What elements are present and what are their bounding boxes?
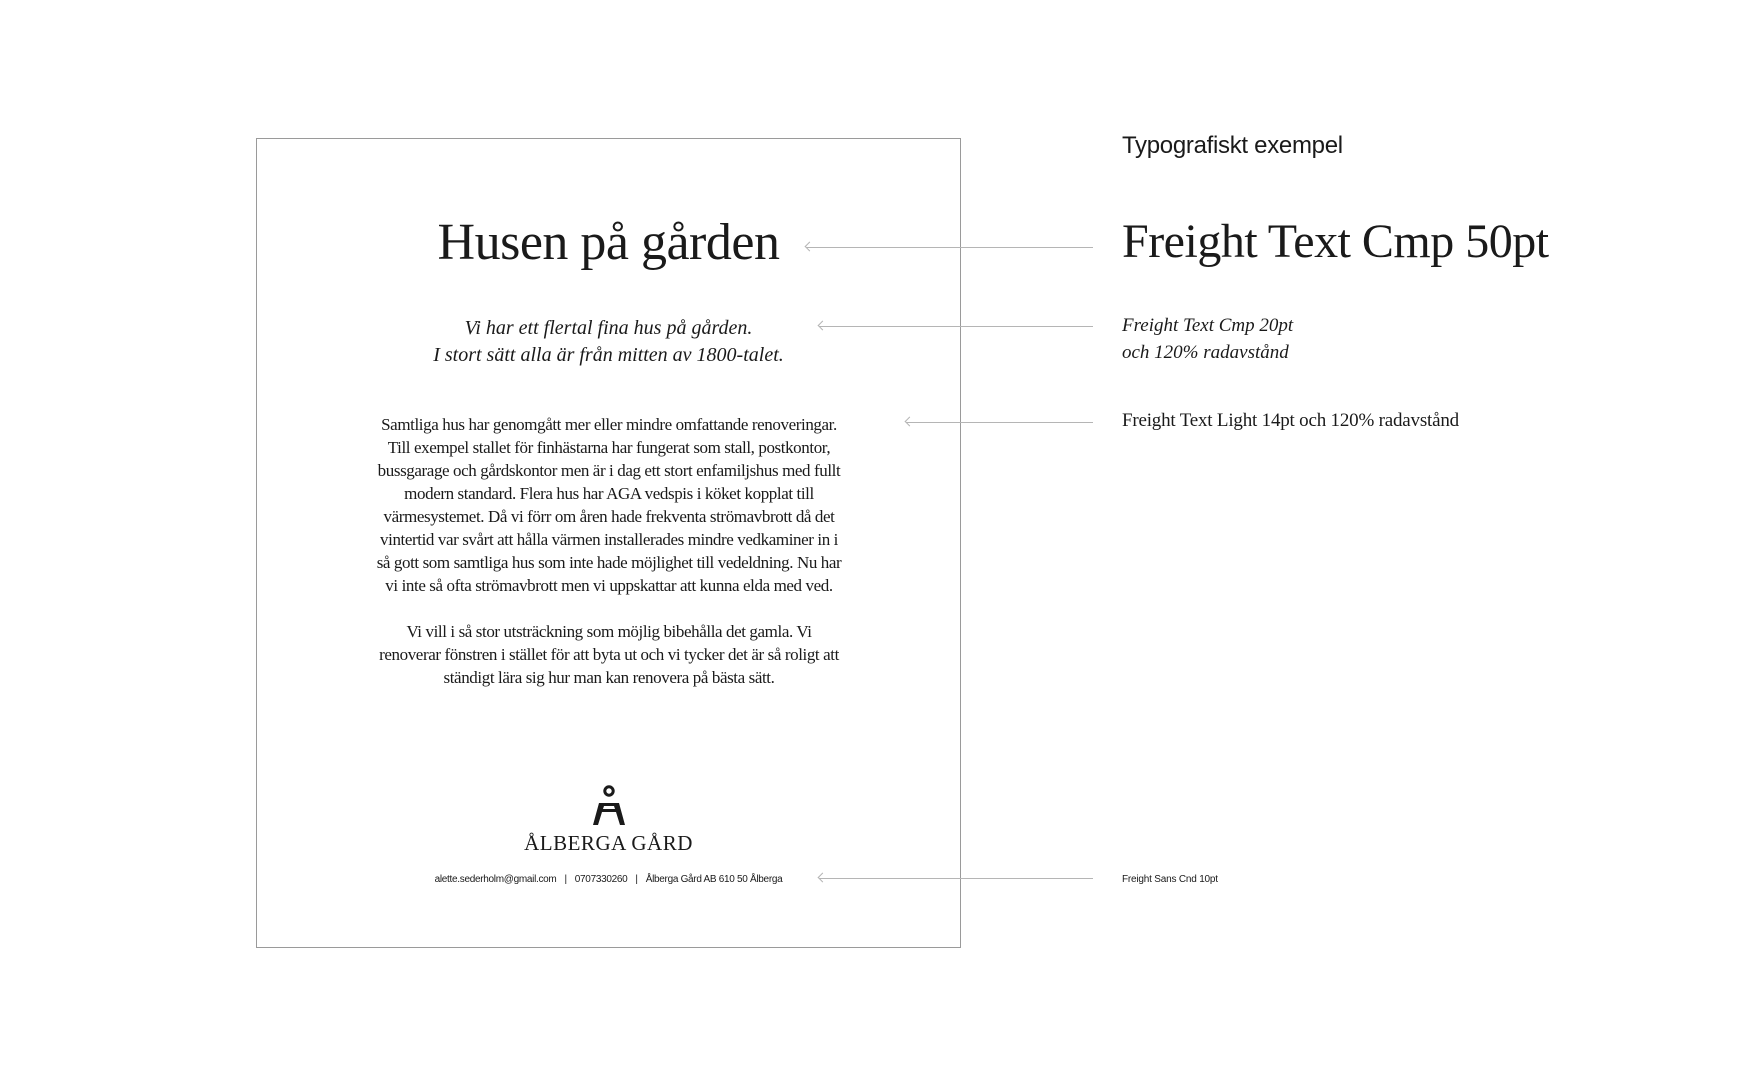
logo-wordmark: ÅLBERGA GÅRD bbox=[524, 831, 693, 855]
footer-font-spec: Freight Sans Cnd 10pt bbox=[1122, 874, 1218, 885]
body-paragraph: Vi vill i så stor utsträckning som möjlig bibehålla det gamla. Vi renoverar fönstren i stället för att byta ut och vi tycker det är så roligt att ständigt lära sig hur man kan renovera på bästa sätt. bbox=[379, 622, 839, 687]
footer-address: Ålberga Gård AB 610 50 Ålberga bbox=[645, 874, 783, 885]
annotation-title: Typografiskt exempel bbox=[1122, 132, 1343, 159]
ingress-font-spec-line: och 120% radavstånd bbox=[1122, 342, 1289, 363]
footer-separator: | bbox=[564, 874, 567, 885]
sample-body-text bbox=[374, 413, 844, 712]
footer-phone: 0707330260 bbox=[574, 874, 628, 885]
alberga-gard-logo-mark-icon bbox=[587, 785, 631, 827]
body-paragraph: Samtliga hus har genomgått mer eller mindre omfattande renoveringar. Till exempel stallet för finhästarna har fungerat som stall, postkontor, bussgarage och gårdskontor men är i dag ett stort enfamiljshus med fullt modern standard. Flera hus har AGA vedspis i köket kopplat till värmesystemet. Då vi förr om åren hade frekventa strömavbrott då det vintertid var svårt att hålla värmen installerades mindre vedkaminer in i så gott som samtliga hus som inte hade möjlighet till vedeldning. Nu har vi inte så ofta strömavbrott men vi uppskattar att kunna elda med ved. bbox=[376, 415, 842, 595]
body-font-spec: Freight Text Light 14pt och 120% radavstånd bbox=[1122, 410, 1459, 431]
sample-ingress bbox=[257, 315, 960, 369]
footer-arrow bbox=[819, 878, 1093, 879]
heading-arrow bbox=[806, 247, 1093, 248]
footer-email: alette.sederholm@gmail.com bbox=[434, 874, 557, 885]
footer-separator: | bbox=[635, 874, 638, 885]
sample-ingress-line: Vi har ett flertal fina hus på gården. bbox=[464, 317, 753, 339]
ingress-font-spec bbox=[1122, 312, 1293, 366]
body-arrow bbox=[906, 422, 1093, 423]
sample-page bbox=[256, 138, 961, 948]
alberga-gard-logo bbox=[257, 785, 960, 856]
ingress-font-spec-line: Freight Text Cmp 20pt bbox=[1122, 315, 1294, 336]
sample-heading: Husen på gården bbox=[437, 214, 780, 271]
ingress-arrow bbox=[819, 326, 1093, 327]
sample-ingress-line: I stort sätt alla är från mitten av 1800-talet. bbox=[433, 344, 784, 366]
sample-footer bbox=[257, 874, 960, 885]
heading-font-spec: Freight Text Cmp 50pt bbox=[1122, 215, 1549, 268]
